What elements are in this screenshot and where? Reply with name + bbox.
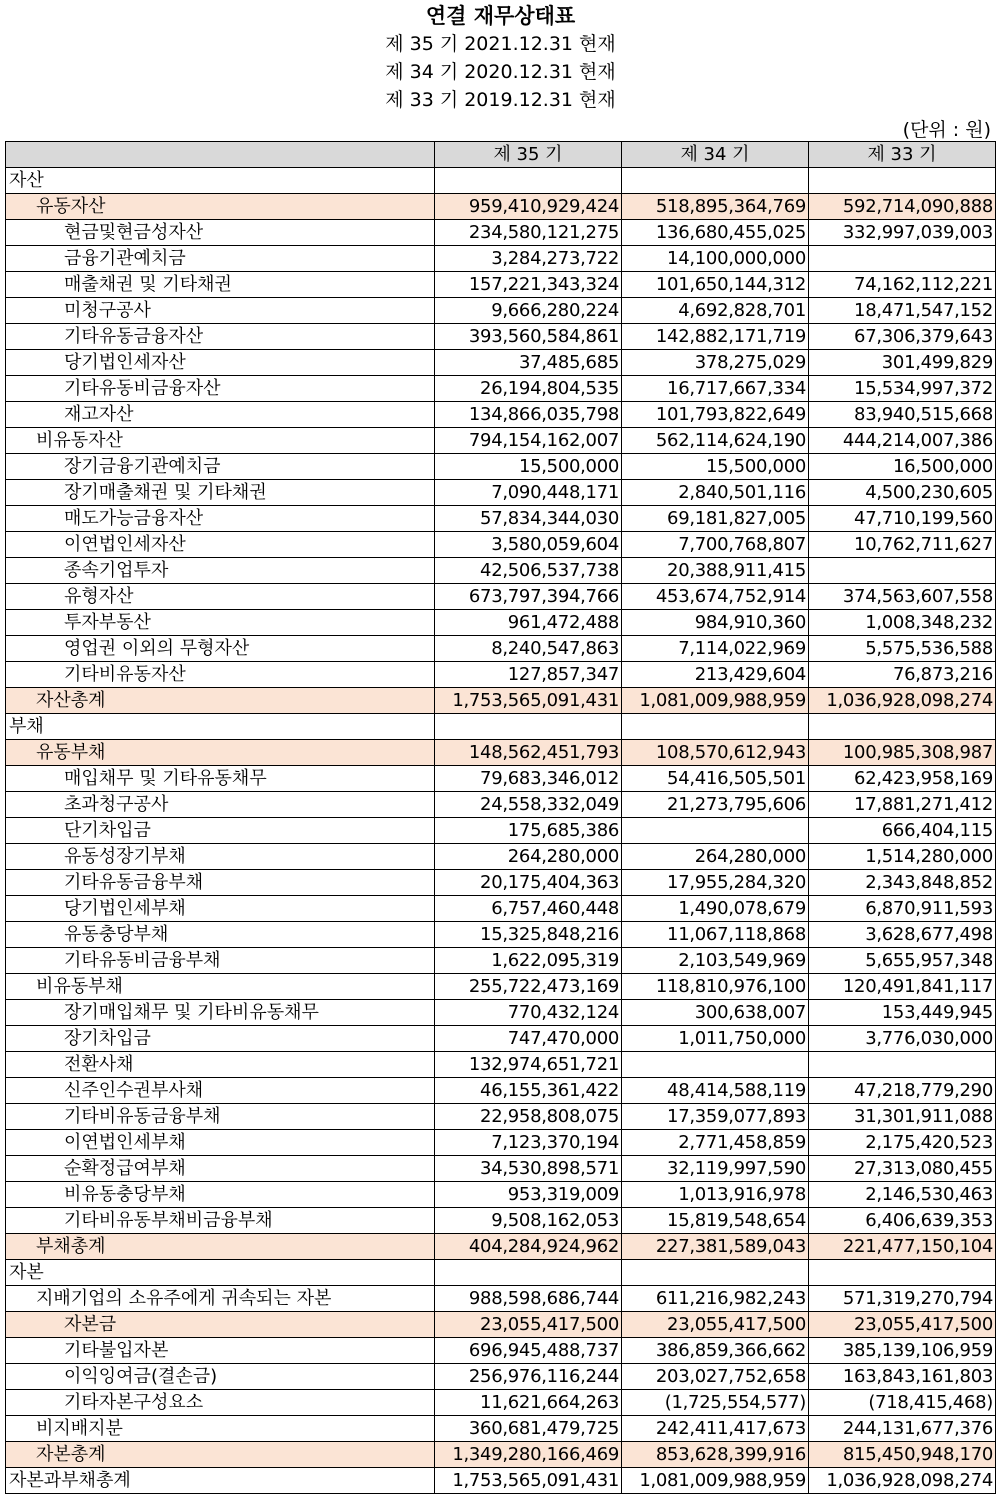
account-label: 기타비유동부채비금융부채 [6,1208,435,1234]
account-label: 매도가능금융자산 [6,506,435,532]
table-row [6,636,996,662]
amount-cell: 1,011,750,000 [622,1026,809,1052]
amount-cell: 453,674,752,914 [622,584,809,610]
amount-cell: 6,406,639,353 [809,1208,996,1234]
account-label: 신주인수권부사채 [6,1078,435,1104]
column-header-period-35: 제 35 기 [435,142,622,168]
table-header-row [6,142,996,168]
table-row [6,428,996,454]
amount-cell [809,168,996,194]
amount-cell: 15,819,548,654 [622,1208,809,1234]
table-row [6,818,996,844]
amount-cell [809,714,996,740]
table-row [6,558,996,584]
account-label: 유동자산 [6,194,435,220]
table-row [6,1468,996,1494]
table-row [6,1130,996,1156]
table-row [6,1026,996,1052]
amount-cell: 15,534,997,372 [809,376,996,402]
account-label: 장기차입금 [6,1026,435,1052]
amount-cell: 696,945,488,737 [435,1338,622,1364]
amount-cell: 48,414,588,119 [622,1078,809,1104]
table-row [6,1208,996,1234]
account-label: 투자부동산 [6,610,435,636]
amount-cell: 108,570,612,943 [622,740,809,766]
amount-cell: 256,976,116,244 [435,1364,622,1390]
amount-cell: 1,753,565,091,431 [435,1468,622,1494]
column-header-period-33: 제 33 기 [809,142,996,168]
statement-header [0,2,1001,114]
amount-cell: 47,218,779,290 [809,1078,996,1104]
unit-label: (단위 : 원) [902,119,991,141]
amount-cell [622,818,809,844]
amount-cell [622,1052,809,1078]
amount-cell: 518,895,364,769 [622,194,809,220]
table-row [6,506,996,532]
table-row [6,922,996,948]
amount-cell: 142,882,171,719 [622,324,809,350]
table-row [6,662,996,688]
amount-cell: 83,940,515,668 [809,402,996,428]
account-label: 기타유동비금융자산 [6,376,435,402]
amount-cell: 9,666,280,224 [435,298,622,324]
table-row [6,272,996,298]
account-label: 순확정급여부채 [6,1156,435,1182]
account-label: 전환사채 [6,1052,435,1078]
account-label: 비유동자산 [6,428,435,454]
amount-cell: 213,429,604 [622,662,809,688]
table-row [6,714,996,740]
amount-cell: 8,240,547,863 [435,636,622,662]
amount-cell: 17,359,077,893 [622,1104,809,1130]
amount-cell: 62,423,958,169 [809,766,996,792]
account-label: 유동부채 [6,740,435,766]
amount-cell: 24,558,332,049 [435,792,622,818]
column-header-period-34: 제 34 기 [622,142,809,168]
balance-sheet-table [5,141,996,1494]
amount-cell: 134,866,035,798 [435,402,622,428]
amount-cell: 1,753,565,091,431 [435,688,622,714]
table-row [6,792,996,818]
table-row [6,168,996,194]
amount-cell: 988,598,686,744 [435,1286,622,1312]
amount-cell [435,714,622,740]
table-row [6,1052,996,1078]
amount-cell: 32,119,997,590 [622,1156,809,1182]
account-label: 기타비유동금융부채 [6,1104,435,1130]
period-line: 제 35 기 2021.12.31 현재 [385,33,616,55]
amount-cell: 393,560,584,861 [435,324,622,350]
table-row [6,896,996,922]
amount-cell: 17,881,271,412 [809,792,996,818]
amount-cell [435,168,622,194]
amount-cell: 46,155,361,422 [435,1078,622,1104]
amount-cell: 3,776,030,000 [809,1026,996,1052]
table-row [6,844,996,870]
amount-cell: 21,273,795,606 [622,792,809,818]
account-label: 자산 [6,168,435,194]
amount-cell: 148,562,451,793 [435,740,622,766]
amount-cell: 23,055,417,500 [809,1312,996,1338]
account-label: 유형자산 [6,584,435,610]
account-label: 비유동충당부채 [6,1182,435,1208]
amount-cell: 264,280,000 [435,844,622,870]
table-row [6,1260,996,1286]
account-label: 이익잉여금(결손금) [6,1364,435,1390]
amount-cell: (718,415,468) [809,1390,996,1416]
amount-cell: 1,013,916,978 [622,1182,809,1208]
account-label: 기타비유동자산 [6,662,435,688]
amount-cell: 571,319,270,794 [809,1286,996,1312]
amount-cell: 157,221,343,324 [435,272,622,298]
amount-cell: 54,416,505,501 [622,766,809,792]
table-row [6,220,996,246]
account-label: 유동성장기부채 [6,844,435,870]
amount-cell: 6,870,911,593 [809,896,996,922]
amount-cell [622,1260,809,1286]
amount-cell: 22,958,808,075 [435,1104,622,1130]
account-label: 매출채권 및 기타채권 [6,272,435,298]
amount-cell: 374,563,607,558 [809,584,996,610]
account-label: 비유동부채 [6,974,435,1000]
amount-cell: 76,873,216 [809,662,996,688]
amount-cell: 23,055,417,500 [622,1312,809,1338]
amount-cell: 42,506,537,738 [435,558,622,584]
amount-cell [809,1052,996,1078]
amount-cell [809,558,996,584]
amount-cell: 611,216,982,243 [622,1286,809,1312]
amount-cell: 1,622,095,319 [435,948,622,974]
account-label: 장기매입채무 및 기타비유동채무 [6,1000,435,1026]
account-label: 이연법인세부채 [6,1130,435,1156]
account-label: 기타불입자본 [6,1338,435,1364]
amount-cell: 1,081,009,988,959 [622,688,809,714]
table-row [6,948,996,974]
table-row [6,402,996,428]
amount-cell: 17,955,284,320 [622,870,809,896]
amount-cell: 673,797,394,766 [435,584,622,610]
table-row [6,1078,996,1104]
amount-cell: 31,301,911,088 [809,1104,996,1130]
amount-cell: 592,714,090,888 [809,194,996,220]
amount-cell: 378,275,029 [622,350,809,376]
amount-cell [622,714,809,740]
table-body [6,168,996,1494]
amount-cell: 794,154,162,007 [435,428,622,454]
amount-cell: 118,810,976,100 [622,974,809,1000]
table-row [6,584,996,610]
table-row [6,376,996,402]
account-label: 자산총계 [6,688,435,714]
amount-cell: 244,131,677,376 [809,1416,996,1442]
amount-cell: 101,793,822,649 [622,402,809,428]
table-row [6,480,996,506]
amount-cell: 444,214,007,386 [809,428,996,454]
column-header-account [6,142,435,168]
amount-cell: 360,681,479,725 [435,1416,622,1442]
amount-cell: 2,840,501,116 [622,480,809,506]
amount-cell: 16,500,000 [809,454,996,480]
table-row [6,1000,996,1026]
amount-cell: 961,472,488 [435,610,622,636]
table-row [6,974,996,1000]
amount-cell [809,1260,996,1286]
amount-cell: 1,514,280,000 [809,844,996,870]
amount-cell: 3,284,273,722 [435,246,622,272]
amount-cell: 242,411,417,673 [622,1416,809,1442]
table-row [6,454,996,480]
period-line: 제 33 기 2019.12.31 현재 [385,89,616,111]
amount-cell: 18,471,547,152 [809,298,996,324]
amount-cell [622,168,809,194]
table-row [6,194,996,220]
amount-cell: 14,100,000,000 [622,246,809,272]
amount-cell: 6,757,460,448 [435,896,622,922]
amount-cell: 562,114,624,190 [622,428,809,454]
amount-cell: 163,843,161,803 [809,1364,996,1390]
amount-cell: 57,834,344,030 [435,506,622,532]
amount-cell: 666,404,115 [809,818,996,844]
amount-cell: 332,997,039,003 [809,220,996,246]
amount-cell [809,246,996,272]
table-row [6,1312,996,1338]
account-label: 재고자산 [6,402,435,428]
amount-cell: 2,175,420,523 [809,1130,996,1156]
amount-cell: 175,685,386 [435,818,622,844]
account-label: 자본금 [6,1312,435,1338]
account-label: 자본과부채총계 [6,1468,435,1494]
account-label: 초과청구공사 [6,792,435,818]
statement-title: 연결 재무상태표 [425,4,576,28]
table-row [6,324,996,350]
amount-cell: 1,036,928,098,274 [809,1468,996,1494]
account-label: 매입채무 및 기타유동채무 [6,766,435,792]
table-row [6,870,996,896]
account-label: 부채총계 [6,1234,435,1260]
amount-cell: 20,175,404,363 [435,870,622,896]
amount-cell: 3,580,059,604 [435,532,622,558]
amount-cell: 4,500,230,605 [809,480,996,506]
account-label: 부채 [6,714,435,740]
account-label: 유동충당부채 [6,922,435,948]
amount-cell: 4,692,828,701 [622,298,809,324]
amount-cell: 15,325,848,216 [435,922,622,948]
amount-cell: 74,162,112,221 [809,272,996,298]
amount-cell: 47,710,199,560 [809,506,996,532]
table-row [6,688,996,714]
amount-cell: 23,055,417,500 [435,1312,622,1338]
amount-cell: 67,306,379,643 [809,324,996,350]
table-row [6,1156,996,1182]
account-label: 비지배지분 [6,1416,435,1442]
amount-cell: 5,655,957,348 [809,948,996,974]
table-row [6,1416,996,1442]
account-label: 기타자본구성요소 [6,1390,435,1416]
account-label: 종속기업투자 [6,558,435,584]
amount-cell: 120,491,841,117 [809,974,996,1000]
amount-cell: 11,067,118,868 [622,922,809,948]
amount-cell: 301,499,829 [809,350,996,376]
amount-cell: 853,628,399,916 [622,1442,809,1468]
amount-cell: 1,081,009,988,959 [622,1468,809,1494]
account-label: 단기차입금 [6,818,435,844]
amount-cell: 386,859,366,662 [622,1338,809,1364]
table-row [6,1286,996,1312]
amount-cell: 26,194,804,535 [435,376,622,402]
table-row [6,1390,996,1416]
amount-cell: 959,410,929,424 [435,194,622,220]
table-row [6,740,996,766]
amount-cell: 27,313,080,455 [809,1156,996,1182]
amount-cell: 953,319,009 [435,1182,622,1208]
amount-cell: 16,717,667,334 [622,376,809,402]
account-label: 기타유동금융자산 [6,324,435,350]
amount-cell: 815,450,948,170 [809,1442,996,1468]
amount-cell: 100,985,308,987 [809,740,996,766]
account-label: 영업권 이외의 무형자산 [6,636,435,662]
amount-cell: 7,700,768,807 [622,532,809,558]
account-label: 장기금융기관예치금 [6,454,435,480]
amount-cell: 101,650,144,312 [622,272,809,298]
amount-cell: 747,470,000 [435,1026,622,1052]
amount-cell: (1,725,554,577) [622,1390,809,1416]
amount-cell: 7,114,022,969 [622,636,809,662]
amount-cell: 255,722,473,169 [435,974,622,1000]
table-row [6,1442,996,1468]
amount-cell: 203,027,752,658 [622,1364,809,1390]
amount-cell: 221,477,150,104 [809,1234,996,1260]
amount-cell: 153,449,945 [809,1000,996,1026]
account-label: 지배기업의 소유주에게 귀속되는 자본 [6,1286,435,1312]
amount-cell: 1,490,078,679 [622,896,809,922]
amount-cell: 11,621,664,263 [435,1390,622,1416]
table-row [6,1234,996,1260]
table-row [6,1364,996,1390]
table-row [6,532,996,558]
amount-cell: 7,123,370,194 [435,1130,622,1156]
amount-cell: 770,432,124 [435,1000,622,1026]
amount-cell: 2,146,530,463 [809,1182,996,1208]
account-label: 자본총계 [6,1442,435,1468]
amount-cell [435,1260,622,1286]
account-label: 기타유동비금융부채 [6,948,435,974]
account-label: 기타유동금융부채 [6,870,435,896]
amount-cell: 79,683,346,012 [435,766,622,792]
amount-cell: 3,628,677,498 [809,922,996,948]
amount-cell: 7,090,448,171 [435,480,622,506]
amount-cell: 227,381,589,043 [622,1234,809,1260]
amount-cell: 136,680,455,025 [622,220,809,246]
amount-cell: 34,530,898,571 [435,1156,622,1182]
account-label: 당기법인세부채 [6,896,435,922]
account-label: 장기매출채권 및 기타채권 [6,480,435,506]
account-label: 자본 [6,1260,435,1286]
account-label: 현금및현금성자산 [6,220,435,246]
period-line: 제 34 기 2020.12.31 현재 [385,61,616,83]
table-row [6,1338,996,1364]
account-label: 이연법인세자산 [6,532,435,558]
amount-cell: 984,910,360 [622,610,809,636]
table-row [6,246,996,272]
table-row [6,610,996,636]
amount-cell: 15,500,000 [622,454,809,480]
amount-cell: 385,139,106,959 [809,1338,996,1364]
amount-cell: 1,036,928,098,274 [809,688,996,714]
amount-cell: 300,638,007 [622,1000,809,1026]
table-row [6,1104,996,1130]
table-row [6,766,996,792]
amount-cell: 2,343,848,852 [809,870,996,896]
amount-cell: 1,349,280,166,469 [435,1442,622,1468]
amount-cell: 127,857,347 [435,662,622,688]
amount-cell: 404,284,924,962 [435,1234,622,1260]
amount-cell: 5,575,536,588 [809,636,996,662]
table-row [6,350,996,376]
amount-cell: 2,771,458,859 [622,1130,809,1156]
account-label: 미청구공사 [6,298,435,324]
account-label: 당기법인세자산 [6,350,435,376]
table-row [6,1182,996,1208]
amount-cell: 15,500,000 [435,454,622,480]
amount-cell: 20,388,911,415 [622,558,809,584]
account-label: 금융기관예치금 [6,246,435,272]
amount-cell: 69,181,827,005 [622,506,809,532]
table-row [6,298,996,324]
amount-cell: 9,508,162,053 [435,1208,622,1234]
amount-cell: 2,103,549,969 [622,948,809,974]
amount-cell: 37,485,685 [435,350,622,376]
amount-cell: 132,974,651,721 [435,1052,622,1078]
amount-cell: 1,008,348,232 [809,610,996,636]
amount-cell: 264,280,000 [622,844,809,870]
amount-cell: 10,762,711,627 [809,532,996,558]
amount-cell: 234,580,121,275 [435,220,622,246]
